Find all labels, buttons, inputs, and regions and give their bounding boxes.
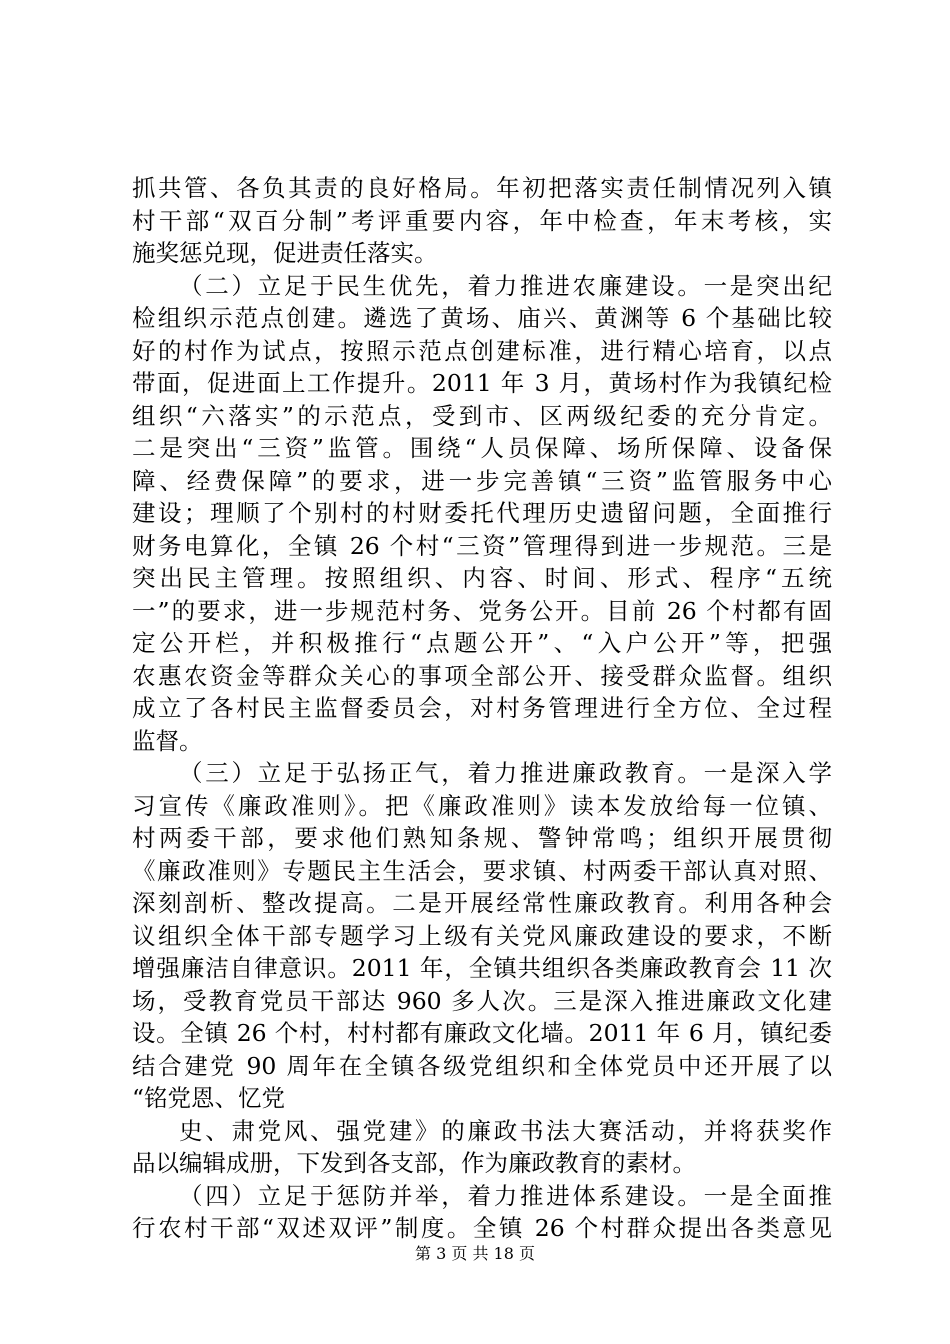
text-line: 抓共管、各负其责的良好格局。年初把落实责任制情况列入镇 [132,174,832,202]
text-line: 检组织示范点创建。遴选了黄场、庙兴、黄渊等 6 个基础比较 [132,304,832,332]
text-line: 品以编辑成册，下发到各支部，作为廉政教育的素材。 [132,1149,696,1177]
paragraph-heading-2: （二）立足于民生优先，着力推进农廉建设。一是突出纪 [179,271,832,300]
text-line: 农惠农资金等群众关心的事项全部公开、接受群众监督。组织 [132,661,832,690]
text-line: 设。全镇 26 个村，村村都有廉政文化墙。2011 年 6 月，镇纪委 [132,1019,832,1047]
text-line: 施奖惩兑现，促进责任落实。 [132,239,438,267]
text-line: 定公开栏，并积极推行“点题公开”、“入户公开”等，把强 [132,629,832,657]
text-line: “铭党恩、忆党 [132,1084,286,1112]
text-line: 《廉政准则》专题民主生活会，要求镇、村两委干部认真对照、 [132,856,832,885]
text-line: 增强廉洁自律意识。2011 年，全镇共组织各类廉政教育会 11 次 [132,954,832,982]
text-line: 场，受教育党员干部达 960 多人次。三是深入推进廉政文化建 [132,986,832,1015]
text-line: 建设；理顺了个别村的村财委托代理历史遗留问题，全面推行 [132,499,832,527]
page-number-footer: 第 3 页 共 18 页 [415,1244,535,1263]
text-line: 财务电算化，全镇 26 个村“三资”管理得到进一步规范。三是 [132,531,832,560]
text-line: 村干部“双百分制”考评重要内容，年中检查，年末考核，实 [132,206,832,235]
text-line: 一”的要求，进一步规范村务、党务公开。目前 26 个村都有固 [132,596,832,625]
text-line: 好的村作为试点，按照示范点创建标准，进行精心培育，以点 [132,336,832,365]
text-line: 行农村干部“双述双评”制度。全镇 26 个村群众提出各类意见 [132,1214,832,1242]
paragraph-heading-3: （三）立足于弘扬正气，着力推进廉政教育。一是深入学 [179,759,832,787]
text-line: 史、肃党风、强党建》的廉政书法大赛活动，并将获奖作 [179,1116,832,1145]
text-line: 监督。 [132,726,203,755]
text-line: 村两委干部，要求他们熟知条规、警钟常鸣；组织开展贯彻 [132,824,832,852]
text-line: 组织“六落实”的示范点，受到市、区两级纪委的充分肯定。 [132,401,832,430]
body-text [132,172,832,1245]
paragraph-heading-4: （四）立足于惩防并举，着力推进体系建设。一是全面推 [179,1181,832,1210]
text-line: 带面，促进面上工作提升。2011 年 3 月，黄场村作为我镇纪检 [132,369,832,397]
text-line: 深刻剖析、整改提高。二是开展经常性廉政教育。利用各种会 [132,889,832,917]
text-line: 习宣传《廉政准则》。把《廉政准则》读本发放给每一位镇、 [132,791,832,820]
text-line: 议组织全体干部专题学习上级有关党风廉政建设的要求，不断 [132,921,832,950]
text-line: 突出民主管理。按照组织、内容、时间、形式、程序“五统 [132,564,832,592]
text-line: 结合建党 90 周年在全镇各级党组织和全体党员中还开展了以 [132,1051,832,1080]
text-line: 障、经费保障”的要求，进一步完善镇“三资”监管服务中心 [132,466,832,495]
text-line: 二是突出“三资”监管。围绕“人员保障、场所保障、设备保 [132,434,832,462]
text-line: 成立了各村民主监督委员会，对村务管理进行全方位、全过程 [132,694,832,722]
